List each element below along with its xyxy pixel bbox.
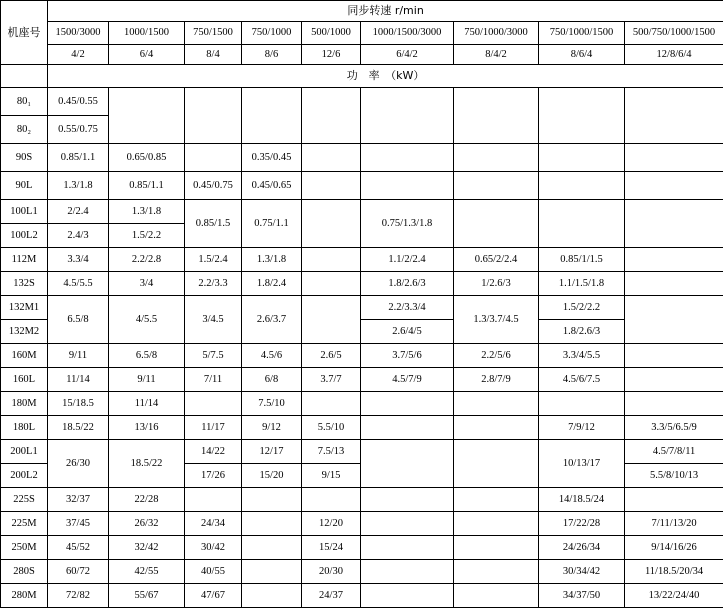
power-cell: 20/30: [302, 560, 361, 584]
power-cell: 1.5/2.2: [109, 224, 185, 248]
empty-cell: [361, 172, 454, 200]
power-cell: 9/14/16/26: [625, 536, 723, 560]
power-cell: 11/18.5/20/34: [625, 560, 723, 584]
speed-header-cell: 500/1000: [302, 22, 361, 45]
empty-cell: [185, 392, 242, 416]
header-row-power: [1, 65, 723, 88]
pole-header-cell: 12/6: [302, 45, 361, 65]
empty-cell: [302, 172, 361, 200]
empty-cell: [539, 200, 625, 248]
power-cell: 0.55/0.75: [48, 116, 109, 144]
power-cell: 15/24: [302, 536, 361, 560]
empty-cell: [361, 488, 454, 512]
power-cell: 40/55: [185, 560, 242, 584]
header-row-sync-speed: [1, 1, 723, 22]
power-cell: 0.65/2/2.4: [454, 248, 539, 272]
empty-cell: [454, 144, 539, 172]
empty-cell: [361, 584, 454, 608]
power-cell: 1.1/2/2.4: [361, 248, 454, 272]
power-cell: 3.3/4: [48, 248, 109, 272]
empty-cell: [454, 584, 539, 608]
empty-cell: [302, 296, 361, 344]
power-cell: 1.3/1.8: [242, 248, 302, 272]
empty-cell: [302, 392, 361, 416]
empty-cell: [302, 200, 361, 248]
table-row: [1, 344, 723, 368]
power-cell: 30/42: [185, 536, 242, 560]
table-row: [1, 440, 723, 464]
frame-cell: 280M: [1, 584, 48, 608]
empty-cell: [361, 560, 454, 584]
empty-cell: [454, 440, 539, 488]
power-cell: 0.75/1.3/1.8: [361, 200, 454, 248]
frame-cell: 225S: [1, 488, 48, 512]
empty-cell: [185, 488, 242, 512]
power-cell: 7.5/10: [242, 392, 302, 416]
table-row: [1, 296, 723, 320]
power-cell: 17/22/28: [539, 512, 625, 536]
power-cell: 3.7/5/6: [361, 344, 454, 368]
frame-cell: 112M: [1, 248, 48, 272]
empty-cell: [454, 512, 539, 536]
power-cell: 24/26/34: [539, 536, 625, 560]
power-cell: 7/11/13/20: [625, 512, 723, 536]
empty-cell: [625, 368, 723, 392]
frame-cell: 80₂: [1, 116, 48, 144]
power-header-blank: [1, 65, 48, 88]
empty-cell: [242, 584, 302, 608]
frame-cell: 90S: [1, 144, 48, 172]
power-cell: 32/42: [109, 536, 185, 560]
pole-header-cell: 8/6/4: [539, 45, 625, 65]
power-cell: 2.6/4/5: [361, 320, 454, 344]
power-cell: 7/9/12: [539, 416, 625, 440]
power-cell: 4.5/6: [242, 344, 302, 368]
table-row: [1, 248, 723, 272]
empty-cell: [539, 392, 625, 416]
empty-cell: [242, 512, 302, 536]
power-cell: 24/34: [185, 512, 242, 536]
power-cell: 9/12: [242, 416, 302, 440]
power-cell: 5.5/10: [302, 416, 361, 440]
frame-cell: 180L: [1, 416, 48, 440]
empty-cell: [302, 248, 361, 272]
empty-cell: [361, 512, 454, 536]
header-row-poles: [1, 45, 723, 65]
table-row: [1, 368, 723, 392]
empty-cell: [625, 392, 723, 416]
power-cell: 6.5/8: [48, 296, 109, 344]
power-cell: 0.45/0.75: [185, 172, 242, 200]
frame-cell: 200L2: [1, 464, 48, 488]
power-cell: 37/45: [48, 512, 109, 536]
empty-cell: [454, 88, 539, 144]
speed-header-cell: 1000/1500: [109, 22, 185, 45]
empty-cell: [454, 560, 539, 584]
pole-header-cell: 12/8/6/4: [625, 45, 723, 65]
power-cell: 0.35/0.45: [242, 144, 302, 172]
empty-cell: [185, 88, 242, 144]
power-cell: 11/14: [48, 368, 109, 392]
table-row: [1, 512, 723, 536]
empty-cell: [109, 88, 185, 144]
frame-cell: 280S: [1, 560, 48, 584]
empty-cell: [361, 416, 454, 440]
table-row: [1, 488, 723, 512]
empty-cell: [302, 88, 361, 144]
power-cell: 0.85/1/1.5: [539, 248, 625, 272]
sync-speed-header: 同步转速 r/min: [48, 1, 723, 22]
power-cell: 2.6/3.7: [242, 296, 302, 344]
power-cell: 0.75/1.1: [242, 200, 302, 248]
table-row: [1, 200, 723, 224]
power-cell: 13/16: [109, 416, 185, 440]
empty-cell: [185, 144, 242, 172]
speed-header-cell: 750/1000: [242, 22, 302, 45]
power-cell: 2/2.4: [48, 200, 109, 224]
power-cell: 18.5/22: [109, 440, 185, 488]
empty-cell: [302, 272, 361, 296]
power-cell: 1.5/2/2.2: [539, 296, 625, 320]
power-cell: 2.4/3: [48, 224, 109, 248]
frame-cell: 132M2: [1, 320, 48, 344]
power-cell: 12/20: [302, 512, 361, 536]
power-cell: 13/22/24/40: [625, 584, 723, 608]
power-cell: 22/28: [109, 488, 185, 512]
power-cell: 0.65/0.85: [109, 144, 185, 172]
power-cell: 1.8/2.4: [242, 272, 302, 296]
frame-cell: 225M: [1, 512, 48, 536]
power-cell: 4/5.5: [109, 296, 185, 344]
power-cell: 34/37/50: [539, 584, 625, 608]
speed-header-cell: 750/1000/3000: [454, 22, 539, 45]
speed-header-cell: 1000/1500/3000: [361, 22, 454, 45]
power-cell: 9/15: [302, 464, 361, 488]
empty-cell: [242, 88, 302, 144]
power-cell: 9/11: [109, 368, 185, 392]
empty-cell: [625, 248, 723, 272]
empty-cell: [454, 416, 539, 440]
power-cell: 2.8/7/9: [454, 368, 539, 392]
power-cell: 11/17: [185, 416, 242, 440]
empty-cell: [539, 172, 625, 200]
frame-cell: 250M: [1, 536, 48, 560]
power-cell: 26/32: [109, 512, 185, 536]
speed-header-cell: 750/1500: [185, 22, 242, 45]
header-row-speeds: [1, 22, 723, 45]
empty-cell: [302, 488, 361, 512]
power-cell: 0.85/1.1: [109, 172, 185, 200]
power-cell: 2.6/5: [302, 344, 361, 368]
power-cell: 12/17: [242, 440, 302, 464]
speed-header-cell: 750/1000/1500: [539, 22, 625, 45]
empty-cell: [454, 172, 539, 200]
empty-cell: [242, 536, 302, 560]
power-cell: 24/37: [302, 584, 361, 608]
empty-cell: [361, 88, 454, 144]
power-cell: 7.5/13: [302, 440, 361, 464]
power-cell: 60/72: [48, 560, 109, 584]
power-cell: 3.3/5/6.5/9: [625, 416, 723, 440]
power-cell: 15/20: [242, 464, 302, 488]
power-cell: 1.8/2.6/3: [361, 272, 454, 296]
empty-cell: [361, 536, 454, 560]
empty-cell: [242, 488, 302, 512]
power-cell: 45/52: [48, 536, 109, 560]
empty-cell: [539, 88, 625, 144]
frame-cell: 160L: [1, 368, 48, 392]
power-cell: 3.7/7: [302, 368, 361, 392]
empty-cell: [454, 488, 539, 512]
power-cell: 14/22: [185, 440, 242, 464]
power-cell: 47/67: [185, 584, 242, 608]
power-cell: 6/8: [242, 368, 302, 392]
empty-cell: [539, 144, 625, 172]
frame-cell: 200L1: [1, 440, 48, 464]
empty-cell: [361, 440, 454, 488]
power-cell: 72/82: [48, 584, 109, 608]
frame-cell: 100L2: [1, 224, 48, 248]
table-row: [1, 172, 723, 200]
empty-cell: [454, 392, 539, 416]
power-cell: 1.8/2.6/3: [539, 320, 625, 344]
power-cell: 3/4: [109, 272, 185, 296]
empty-cell: [242, 560, 302, 584]
power-cell: 6.5/8: [109, 344, 185, 368]
frame-cell: 132M1: [1, 296, 48, 320]
power-cell: 0.45/0.55: [48, 88, 109, 116]
speed-header-cell: 500/750/1000/1500: [625, 22, 723, 45]
power-cell: 1.1/1.5/1.8: [539, 272, 625, 296]
table-row: [1, 88, 723, 116]
empty-cell: [302, 144, 361, 172]
pole-header-cell: 8/4: [185, 45, 242, 65]
power-cell: 11/14: [109, 392, 185, 416]
power-header: 功 率 （kW）: [48, 65, 723, 88]
table-row: [1, 560, 723, 584]
empty-cell: [625, 344, 723, 368]
power-cell: 2.2/3.3/4: [361, 296, 454, 320]
table-row: [1, 272, 723, 296]
power-cell: 4.5/6/7.5: [539, 368, 625, 392]
table-row: [1, 416, 723, 440]
frame-cell: 160M: [1, 344, 48, 368]
power-cell: 2.2/5/6: [454, 344, 539, 368]
frame-cell: 132S: [1, 272, 48, 296]
pole-header-cell: 8/4/2: [454, 45, 539, 65]
table-row: [1, 536, 723, 560]
power-cell: 4.5/5.5: [48, 272, 109, 296]
empty-cell: [361, 392, 454, 416]
empty-cell: [625, 296, 723, 344]
power-cell: 9/11: [48, 344, 109, 368]
table-row: [1, 144, 723, 172]
frame-cell: 80₁: [1, 88, 48, 116]
power-cell: 30/34/42: [539, 560, 625, 584]
pole-header-cell: 4/2: [48, 45, 109, 65]
power-cell: 10/13/17: [539, 440, 625, 488]
power-cell: 5/7.5: [185, 344, 242, 368]
power-cell: 4.5/7/9: [361, 368, 454, 392]
power-cell: 1.3/1.8: [109, 200, 185, 224]
power-cell: 0.45/0.65: [242, 172, 302, 200]
power-cell: 18.5/22: [48, 416, 109, 440]
power-cell: 32/37: [48, 488, 109, 512]
power-cell: 3/4.5: [185, 296, 242, 344]
speed-header-cell: 1500/3000: [48, 22, 109, 45]
empty-cell: [454, 200, 539, 248]
power-cell: 0.85/1.5: [185, 200, 242, 248]
pole-header-cell: 8/6: [242, 45, 302, 65]
power-cell: 1.3/3.7/4.5: [454, 296, 539, 344]
empty-cell: [625, 88, 723, 144]
power-cell: 15/18.5: [48, 392, 109, 416]
power-cell: 5.5/8/10/13: [625, 464, 723, 488]
empty-cell: [625, 488, 723, 512]
power-cell: 42/55: [109, 560, 185, 584]
power-cell: 2.2/2.8: [109, 248, 185, 272]
frame-header: 机座号: [1, 1, 48, 65]
power-cell: 14/18.5/24: [539, 488, 625, 512]
pole-header-cell: 6/4: [109, 45, 185, 65]
empty-cell: [625, 200, 723, 248]
pole-header-cell: 6/4/2: [361, 45, 454, 65]
empty-cell: [625, 272, 723, 296]
empty-cell: [625, 144, 723, 172]
power-cell: 1.5/2.4: [185, 248, 242, 272]
power-cell: 55/67: [109, 584, 185, 608]
frame-cell: 180M: [1, 392, 48, 416]
frame-cell: 100L1: [1, 200, 48, 224]
table-row: [1, 584, 723, 608]
frame-cell: 90L: [1, 172, 48, 200]
power-cell: 0.85/1.1: [48, 144, 109, 172]
power-cell: 1/2.6/3: [454, 272, 539, 296]
power-cell: 1.3/1.8: [48, 172, 109, 200]
table-row: [1, 392, 723, 416]
empty-cell: [454, 536, 539, 560]
power-cell: 2.2/3.3: [185, 272, 242, 296]
power-cell: 17/26: [185, 464, 242, 488]
empty-cell: [625, 172, 723, 200]
power-cell: 26/30: [48, 440, 109, 488]
empty-cell: [361, 144, 454, 172]
power-cell: 4.5/7/8/11: [625, 440, 723, 464]
power-cell: 3.3/4/5.5: [539, 344, 625, 368]
power-cell: 7/11: [185, 368, 242, 392]
